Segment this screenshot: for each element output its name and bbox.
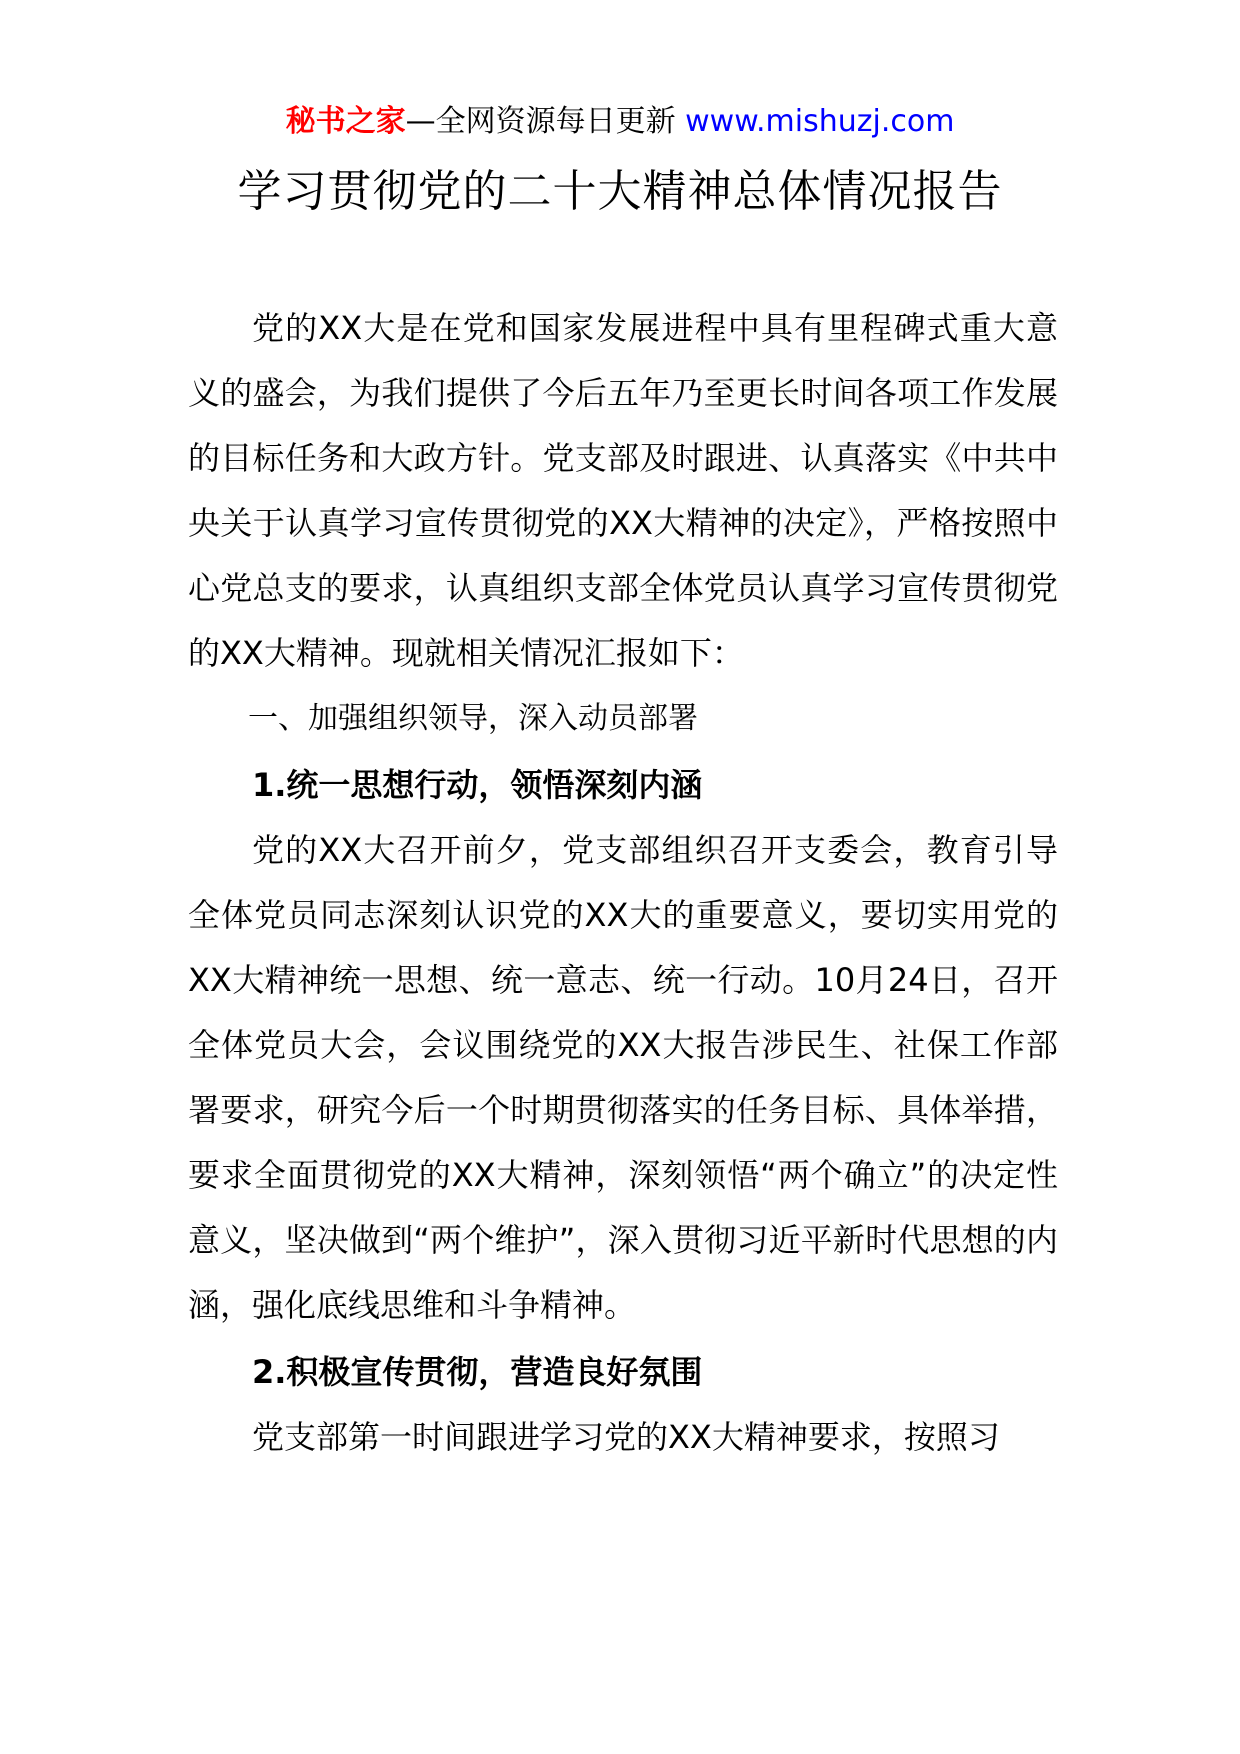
- subsection-1-body: 党的XX大召开前夕，党支部组织召开支委会，教育引导全体党员同志深刻认识党的XX大的重要意义，要切实用党的XX大精神统一思想、统一意志、统一行动。10月24日，召开全体党员大会，会议围绕党的XX大报告涉民生、社保工作部署要求，研究今后一个时期贯彻落实的任务目标、具体举措，要求全面贯彻党的XX大精神，深刻领悟“两个确立”的决定性意义，坚决做到“两个维护”，深入贯彻习近平新时代思想的内涵，强化底线思维和斗争精神。: [188, 831, 1058, 1324]
- header-tagline: —全网资源每日更新: [405, 104, 676, 139]
- document-title: 学习贯彻党的二十大精神总体情况报告: [237, 166, 1003, 217]
- brand-name: 秘书之家: [285, 104, 406, 139]
- section-1-heading: 一、加强组织领导，深入动员部署: [248, 701, 698, 736]
- subsection-1-heading: 1.统一思想行动，领悟深刻内涵: [252, 766, 703, 804]
- site-url-link[interactable]: www.mishuzj.com: [685, 104, 955, 139]
- intro-paragraph: 党的XX大是在党和国家发展进程中具有里程碑式重大意义的盛会，为我们提供了今后五年乃至更长时间各项工作发展的目标任务和大政方针。党支部及时跟进、认真落实《中共中央关于认真学习宣传贯彻党的XX大精神的决定》，严格按照中心党总支的要求，认真组织支部全体党员认真学习宣传贯彻党的XX大精神。现就相关情况汇报如下：: [188, 309, 1058, 672]
- subsection-2-heading: 2.积极宣传贯彻，营造良好氛围: [252, 1353, 703, 1391]
- subsection-2-body: 党支部第一时间跟进学习党的XX大精神要求，按照习: [252, 1418, 1000, 1456]
- document-body: [188, 296, 1058, 1470]
- site-header: [0, 100, 1240, 144]
